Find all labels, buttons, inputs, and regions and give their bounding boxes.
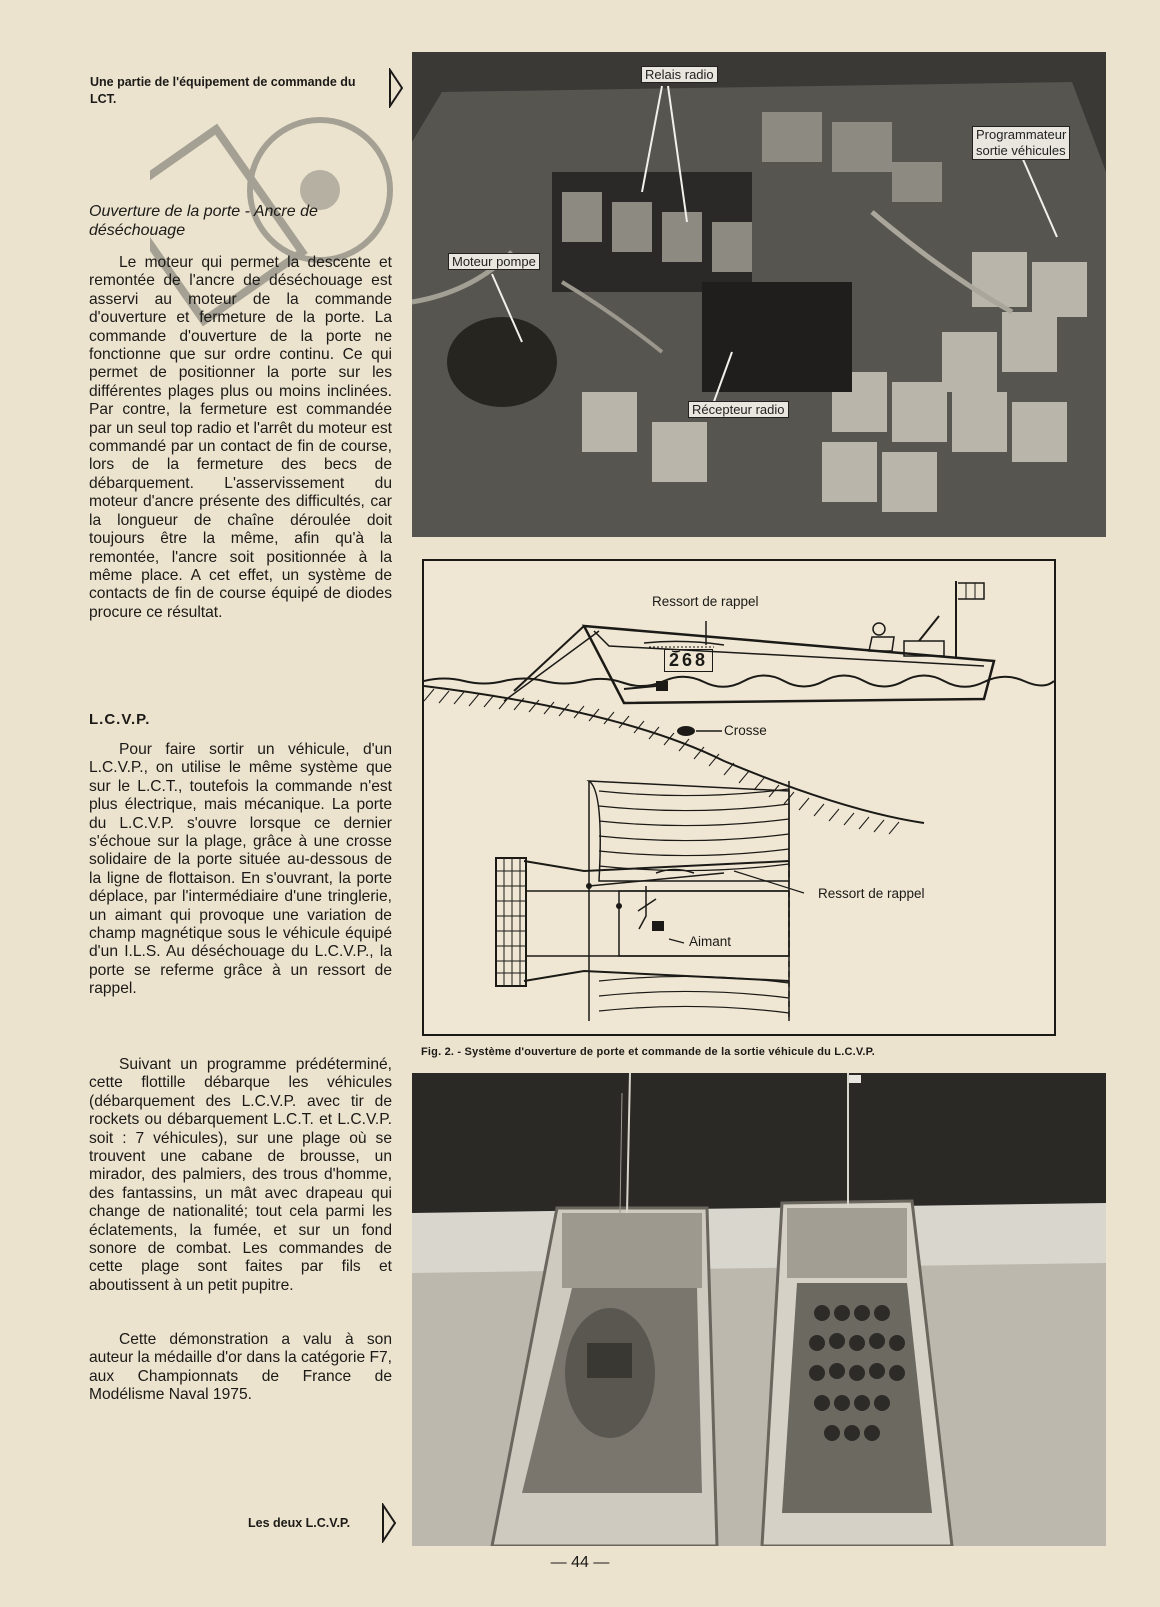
lcvp-models-photo xyxy=(412,1073,1106,1546)
hull-number: 268 xyxy=(664,649,713,672)
programmateur-line-1: Programmateur xyxy=(976,127,1067,142)
control-equipment-photo xyxy=(412,52,1106,537)
paragraph-4: Cette démonstration a valu à son auteur la médaille d'or dans la catégorie F7, aux Championnats de France de Modélisme Naval 1975. xyxy=(89,1331,392,1404)
figure-caption: Fig. 2. - Système d'ouverture de porte et commande de la sortie véhicule du L.C.V.P. xyxy=(421,1046,876,1058)
relais-radio-label: Relais radio xyxy=(641,66,718,83)
paragraph-2: Pour faire sortir un véhicule, d'un L.C.V.P., on utilise le même système que sur le L.C.T., toutefois la commande n'est plus électrique, mais mécanique. La porte du L.C.V.P. s'ouvre lorsque ce dernier s'échoue sur la plage, grâce à une crosse solidaire de la porte située au-dessous de la ligne de flottaison. En s'ouvrant, la porte déplace, par l'intermédiaire d'une tringlerie, un aimant qui provoque une variation de champ magnétique sous le véhicule équipé d'un I.L.S. Au déséchouage du L.C.V.P., la porte se referme grâce à un ressort de rappel. xyxy=(89,741,392,998)
section-title: L.C.V.P. xyxy=(89,711,151,728)
figure-diagram xyxy=(422,559,1056,1036)
top-photo-caption: Une partie de l'équipement de commande du LCT. xyxy=(90,75,356,106)
recepteur-radio-label: Récepteur radio xyxy=(688,401,789,418)
ressort-top-label: Ressort de rappel xyxy=(652,594,759,609)
paragraph-1: Le moteur qui permet la descente et remontée de l'ancre de déséchouage est asservi au moteur de la commande d'ouverture et fermeture de la porte. La commande d'ouverture de la porte ne fonctionne que sur ordre continu. Ce qui permet de positionner la porte sur les différentes plages plus ou moins inclinées. Par contre, la fermeture est commandée par un seul top radio et l'arrêt du moteur est commandé par un contact de fin de course, lors de la fermeture des becs de débarquement. L'asservissement du moteur d'ancre présente des difficultés, car la longueur de chaîne déroulée doit toujours être la même, afin qu'à la remontée, l'ancre soit positionnée à la même place. A cet effet, un système de contacts de fin de course équipé de diodes procure ce résultat. xyxy=(89,254,392,621)
programmateur-label xyxy=(972,126,1070,160)
paragraph-lcvp xyxy=(89,741,392,999)
paragraph-anchor xyxy=(89,254,392,622)
aimant-label: Aimant xyxy=(689,934,732,949)
page-number: — 44 — xyxy=(550,1554,610,1571)
moteur-pompe-label: Moteur pompe xyxy=(448,253,540,270)
programmateur-line-2: sortie véhicules xyxy=(976,143,1066,158)
paragraph-medal xyxy=(89,1331,392,1405)
crosse-label: Crosse xyxy=(724,723,767,738)
paragraph-programme xyxy=(89,1056,392,1295)
paragraph-3: Suivant un programme prédéterminé, cette flottille débarque les véhicules (débarquement des L.C.V.P. avec tir de rockets ou débarquement L.C.T. et L.C.V.P. soit : 7 véhicules), sur une plage où se trouvent une cabane de brousse, un mirador, des palmiers, des trous d'homme, des fantassins, un mât avec drapeau qui change de nationalité; tout cela parmi les éclatements, la fumée, et sur un fond sonore de combat. Les commandes de cette plage sont faites par fils et aboutissent à un petit pupitre. xyxy=(89,1056,392,1294)
ressort-bottom-label: Ressort de rappel xyxy=(818,886,925,901)
subheading: Ouverture de la porte - Ancre de déséchouage xyxy=(89,203,318,239)
bottom-photo-caption: Les deux L.C.V.P. xyxy=(248,1516,351,1530)
